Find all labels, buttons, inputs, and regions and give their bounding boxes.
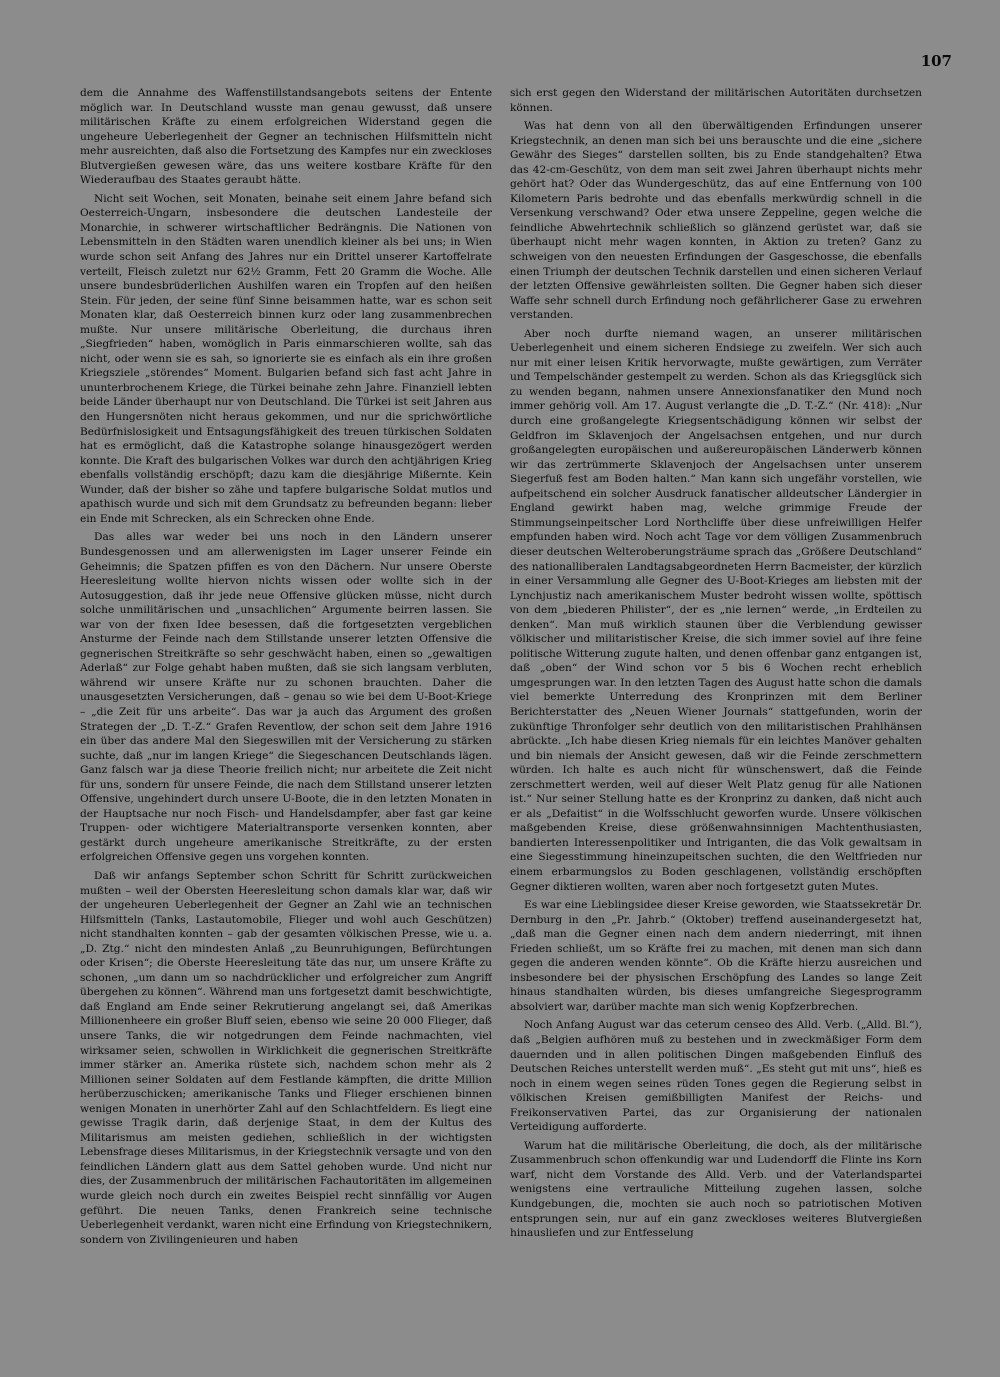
paragraph: Es war eine Lieblingsidee dieser Kreise geworden, wie Staatssekretär Dr. Dernburg in den „Pr. Jahrb.“ (Oktober) treffend auseinandergesetzt hat, „daß man die Gegner einen nach dem andern niederringt, mit ihnen Frieden schließt, um so Kräfte frei zu machen, mit denen man sich dann gegen die anderen wenden könnte“. Ob die Kräfte hierzu ausreichen und insbesondere bei der physischen Erschöpfung des Landes so lange Zeit hinaus standhalten würden, bis dieses umfangreiche Siegesprogramm absolviert war, darüber machte man sich wenig Kopfzerbrechen. [510,899,922,1013]
paragraph: Daß wir anfangs September schon Schritt für Schritt zurückweichen mußten – weil der Obersten Heeresleitung schon damals klar war, daß wir der ungeheuren Ueberlegenheit der Gegner an Zahl wie an technischen Hilfsmitteln (Tanks, Lastautomobile, Flieger und wohl auch Geschützen) nicht standhalten konnten – gab der gesamten völkischen Presse, wie u. a. „D. Ztg.“ nicht den mindesten Anlaß „zu Beunruhigungen, Befürchtungen oder Krisen“; die Oberste Heeresleitung täte das nur, um unsere Kräfte zu schonen, „um dann um so nachdrücklicher und erfolgreicher zum Angriff übergehen zu können“. Während man uns fortgesetzt damit beschwichtigte, daß England am Ende seiner Rekrutierung angelangt sei, daß Amerikas Millionenheere ein großer Bluff seien, ebenso wie seine 20 000 Flieger, daß unsere Tanks, die wir notgedrungen dem Feinde nachmachten, viel wirksamer seien, schwollen in Wirklichkeit die gegnerischen Streitkräfte immer stärker an. Amerika rüstete sich, nachdem schon mehr als 2 Millionen seiner Soldaten auf dem Festlande kämpften, die dritte Million herüberzuschicken; amerikanische Tanks und Flieger erschienen binnen wenigen Monaten in unerhörter Zahl auf den Schlachtfeldern. Es liegt eine gewisse Tragik darin, daß derjenige Staat, in dem der Kultus des Militarismus am meisten gediehen, schließlich in der wichtigsten Lebensfrage dieses Militarismus, in der Kriegstechnik versagte und von den feindlichen Ländern glatt aus dem Sattel gehoben wurde. Und nicht nur dies, der Zusammenbruch der militärischen Fachautoritäten im allgemeinen wurde gleich noch durch ein zweites Beispiel recht sinnfällig vor Augen geführt. Die neuen Tanks, denen Frankreich seine technische Ueberlegenheit verdankt, waren nicht eine Erfindung von Kriegstechnikern, sondern von Zivilingenieuren und haben [80,869,492,1246]
page-number: 107 [920,52,952,70]
paragraph: Nicht seit Wochen, seit Monaten, beinahe seit einem Jahre befand sich Oesterreich-Ungarn, insbesondere die deutschen Landesteile der Monarchie, in schwerer wirtschaftlicher Bedrängnis. Die Nationen von Lebensmitteln in den Städten waren unendlich kleiner als bei uns; in Wien wurde schon seit Anfang des Jahres nur ein Drittel unserer Kartoffelrate verteilt, Fleisch zuletzt nur 62½ Gramm, Fett 20 Gramm die Woche. Alle unsere bundesbrüderlichen Aushilfen waren ein Tropfen auf den heißen Stein. Für jeden, der seine fünf Sinne beisammen hatte, war es schon seit Monaten klar, daß Oesterreich binnen kurz oder lang zusammenbrechen mußte. Nur unsere militärische Oberleitung, die durchaus ihren „Siegfrieden“ haben, womöglich in Paris einmarschieren wollte, sah das nicht, oder wenn sie es sah, so ignorierte sie es einfach als ein ihre großen Kriegsziele „störendes“ Moment. Bulgarien befand sich fast acht Jahre in ununterbrochenem Kriege, die Türkei beinahe zehn Jahre. Finanziell lebten beide Länder überhaupt nur von Deutschland. Die Türkei ist seit Jahren aus den Hungersnöten nicht heraus gekommen, und nur die sprichwörtliche Bedürfnislosigkeit und Entsagungsfähigkeit des treuen türkischen Soldaten hat es ermöglicht, daß die Katastrophe solange hinausgezögert werden konnte. Die Kraft des bulgarischen Volkes war durch den achtjährigen Krieg ebenfalls vollständig erschöpft; dazu kam die diesjährige Mißernte. Kein Wunder, daß der bisher so zähe und tapfere bulgarische Soldat mutlos und apathisch wurde und sich mit dem Grundsatz zu befreunden begann: lieber ein Ende mit Schrecken, als ein Schrecken ohne Ende. [80,192,492,525]
right-column [510,86,922,1336]
paragraph: Was hat denn von all den überwältigenden Erfindungen unserer Kriegstechnik, an denen man sich bei uns berauschte und die eine „sichere Gewähr des Sieges“ darstellen sollten, bis zu Ende standgehalten? Etwa das 42-cm-Geschütz, von dem man seit zwei Jahren überhaupt nichts mehr gehört hat? Oder das Wundergeschütz, das auf eine Entfernung von 100 Kilometern Paris bedrohte und das ebenfalls merkwürdig schnell in die Versenkung verschwand? Oder etwa unsere Zeppeline, gegen welche die feindliche Abwehrtechnik schließlich so glänzend gerüstet war, daß sie überhaupt nicht mehr wagen konnten, in Aktion zu treten? Ganz zu schweigen von den neuesten Erfindungen der Gasgeschosse, die ebenfalls einen Triumph der deutschen Technik darstellen und einen sicheren Verlauf der letzten Offensive gewährleisten sollten. Die Gegner haben sich dieser Waffe sehr schnell durch Erfindung noch gefährlicherer Gase zu erwehren verstanden. [510,120,922,322]
paragraph: Warum hat die militärische Oberleitung, die doch, als der militärische Zusammenbruch schon offenkundig war und Ludendorff die Flinte ins Korn warf, nicht dem Vorstande des Alld. Verb. und der Vaterlandspartei wenigstens eine vertrauliche Mitteilung zugehen lassen, solche Kundgebungen, die, mochten sie auch noch so patriotischen Motiven entsprungen sein, nur auf ein ganz zweckloses weiteres Blutvergießen hinausliefen und zur Entfesselung [510,1139,922,1240]
left-column [80,86,492,1326]
paragraph: Noch Anfang August war das ceterum censeo des Alld. Verb. („Alld. Bl.“), daß „Belgien aufhören muß zu bestehen und in zweckmäßiger Form dem dauernden und in allen politischen Dingen maßgebenden Einfluß des Deutschen Reiches unterstellt werden muß“. „Es steht gut mit uns“, hieß es noch in einem wegen seines rüden Tones gegen die Regierung selbst in völkischen Kreisen gemißbilligten Manifest der Reichs- und Freikonservativen Partei, das zur Organisierung der nationalen Verteidigung aufforderte. [510,1019,922,1134]
paragraph: Das alles war weder bei uns noch in den Ländern unserer Bundesgenossen und am allerwenigsten im Lager unserer Feinde ein Geheimnis; die Spatzen pfiffen es von den Dächern. Nur unsere Oberste Heeresleitung wollte hiervon nichts wissen oder wollte sich in der Autosuggestion, daß ihr jede neue Offensive glücken müsse, nicht durch solche unmilitärischen und „unsachlichen“ Argumente beirren lassen. Sie war von der fixen Idee besessen, daß die fortgesetzten vergeblichen Ansturme der Feinde nach dem Stillstande unserer letzten Offensive die gegnerischen Streitkräfte so sehr geschwächt haben, einen so „gewaltigen Aderlaß“ zur Folge gehabt haben mußten, daß sie sich langsam verbluten, während wir unsere Kräfte nur zu schonen brauchten. Daher die unausgesetzten Versicherungen, daß – genau so wie bei dem U-Boot-Kriege – „die Zeit für uns arbeite“. Das war ja auch das Argument des großen Strategen der „D. T.-Z.“ Grafen Reventlow, der schon seit dem Jahre 1916 ein über das andere Mal den Siegeswillen mit der Versicherung zu stärken suchte, daß „nur im langen Kriege“ die Siegeschancen Deutschlands lägen. Ganz falsch war ja diese Theorie freilich nicht; nur arbeitete die Zeit nicht für uns, sondern für unsere Feinde, die nach dem Stillstand unserer letzten Offensive, ungehindert durch unsere U-Boote, die in den letzten Monaten in der Hauptsache nur noch Fisch- und Handelsdampfer, aber fast gar keine Truppen- oder wichtigere Materialtransporte versenken konnten, aber gestärkt durch ungeheure amerikanische Streitkräfte, zu der ersten erfolgreichen Offensive gegen uns vorgehen konnten. [80,531,492,864]
paragraph: dem die Annahme des Waffenstillstandsangebots seitens der Entente möglich war. In Deutschland wusste man genau gewusst, daß unsere militärischen Kräfte zu einem erfolgreichen Widerstand gegen die ungeheure Ueberlegenheit der Gegner an technischen Hilfsmitteln nicht mehr ausreichten, daß also die Fortsetzung des Kampfes nur ein zweckloses Blutvergießen gewesen wäre, das uns weitere kostbare Kräfte für den Wiederaufbau des Staates geraubt hätte. [80,87,492,187]
paragraph: sich erst gegen den Widerstand der militärischen Autoritäten durchsetzen können. [510,87,922,114]
paragraph: Aber noch durfte niemand wagen, an unserer militärischen Ueberlegenheit und einem sicheren Endsiege zu zweifeln. Wer sich auch nur mit einer leisen Kritik hervorwagte, mußte gewärtigen, zum Verräter und Tempelschänder gestempelt zu werden. Schon als das Kriegsglück sich zu wenden begann, nahmen unsere Annexionsfanatiker den Mund noch immer gehörig voll. Am 17. August verlangte die „D. T.-Z.“ (Nr. 418): „Nur durch eine großangelegte Kriegsentschädigung können wir selbst der Geldfron im Sklavenjoch der Angelsachsen entgehen, und nur durch großangelegten europäischen und außereuropäischen Länderwerb können wir das zertrümmerte Sklavenjoch der Angelsachsen unter unserem Siegerfuß fest am Boden halten.“ Man kann sich ungefähr vorstellen, wie aufpeitschend ein solcher Ausdruck fanatischer alldeutscher Ländergier in England gewirkt haben mag, welche grimmige Freude der Stimmungseinpeitscher Lord Northcliffe über diese unfreiwilligen Helfer empfunden haben wird. Noch acht Tage vor dem völligen Zusammenbruch dieser deutschen Welteroberungsträume sprach das „Größere Deutschland“ des nationalliberalen Landtagsabgeordneten Herrn Bacmeister, der kürzlich in einer Versammlung alle Gegner des U-Boot-Krieges am liebsten mit der Lynchjustiz nach amerikanischem Muster bedroht wissen wollte, spöttisch von dem „biederen Philister“, der es „nie lernen“ werde, „in Erdteilen zu denken“. Man muß wirklich staunen über die Verblendung gewisser völkischer und militaristischer Kreise, die sich immer soviel auf ihre feine politische Witterung zugute halten, und denen offenbar ganz entgangen ist, daß „oben“ der Wind schon vor 5 bis 6 Wochen recht erheblich umgesprungen war. In den letzten Tagen des August hatte schon die damals viel bemerkte Unterredung des Kronprinzen mit dem Berliner Berichterstatter des „Neuen Wiener Journals“ stattgefunden, worin der zukünftige Thronfolger sehr deutlich von den militaristischen Prahlhänsen abrückte. „Ich habe diesen Krieg niemals für ein leichtes Manöver gehalten und bin niemals der Ansicht gewesen, daß wir die Feinde zerschmettern würden. Ich halte es auch nicht für wünschenswert, daß die Feinde zerschmettert werden, weil auf dieser Welt Platz genug für alle Nationen ist.“ Nur seiner Stellung hatte es der Kronprinz zu danken, daß nicht auch er als „Defaitist“ in die Wolfsschlucht geworfen wurde. Unsere völkischen maßgebenden Kreise, diese größenwahnsinnigen Machtenthusiasten, bandierten Interessenpolitiker und Intriganten, die das Volk gewaltsam in eine Siegesstimmung hineinzupeitschen suchten, die den Weltfrieden nur einem erbarmungslos zu Boden geschlagenen, vollständig erschöpften Gegner diktieren wollten, waren aber noch fortgesetzt guten Mutes. [510,327,922,893]
